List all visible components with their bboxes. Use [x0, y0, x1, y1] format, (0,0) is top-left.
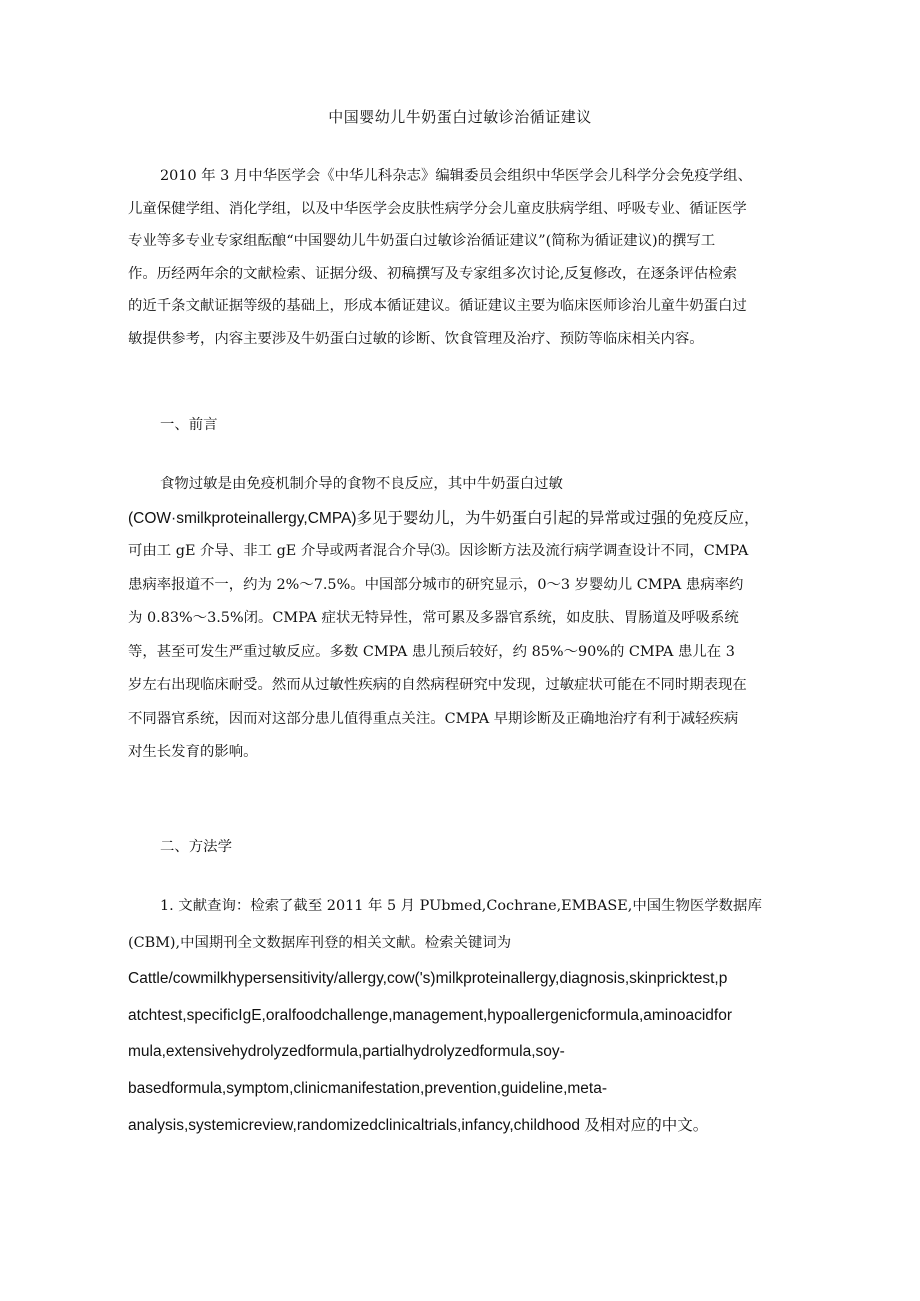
intro-line: 敏提供参考，内容主要涉及牛奶蛋白过敏的诊断、饮食管理及治疗、预防等临床相关内容。	[128, 330, 704, 347]
preface-line: 不同器官系统，因而对这部分患儿值得重点关注。CMPA 早期诊断及正确地治疗有利于减轻疾病	[128, 710, 739, 727]
document-title: 中国婴幼儿牛奶蛋白过敏诊治循证建议	[328, 108, 592, 126]
preface-line: 可由工 gE 介导、非工 gE 介导或两者混合介导⑶。因诊断方法及流行病学调查设计不同，CMPA	[128, 543, 749, 559]
intro-line: 作。历经两年余的文献检索、证据分级、初稿撰写及专家组多次讨论,反复修改，在逐条评估检索	[128, 265, 737, 282]
preface-paragraph	[128, 468, 794, 770]
preface-line: 等，甚至可发生严重过敏反应。多数 CMPA 患儿预后较好，约 85%～90%的 CMPA 患儿在 3	[128, 643, 735, 660]
preface-line: 食物过敏是由免疫机制介导的食物不良反应，其中牛奶蛋白过敏	[160, 476, 563, 492]
intro-line: 儿童保健学组、消化学组，以及中华医学会皮肤性病学分会儿童皮肤病学组、呼吸专业、循证医学	[128, 200, 747, 217]
methodology-line: mula,extensivehydrolyzedformula,partialhydrolyzedformula,soy-	[128, 1043, 565, 1061]
preface-line: 患病率报道不一，约为 2%～7.5%。中国部分城市的研究显示，0～3 岁婴幼儿 CMPA 患病率约	[128, 576, 744, 593]
preface-line: 岁左右出现临床耐受。然而从过敏性疾病的自然病程研究中发现，过敏症状可能在不同时期表现在	[128, 677, 747, 693]
intro-paragraph	[128, 160, 794, 356]
preface-line: 对生长发育的影响。	[128, 744, 258, 760]
methodology-paragraph	[128, 888, 794, 1144]
methodology-line: Cattle/cowmilkhypersensitivity/allergy,cow('s)milkproteinallergy,diagnosis,skinpricktest,p	[128, 970, 728, 988]
methodology-line: atchtest,specificIgE,oralfoodchallenge,management,hypoallergenicformula,aminoacidfor	[128, 1006, 732, 1024]
preface-line: 为 0.83%～3.5%闭。CMPA 症状无特异性，常可累及多器官系统，如皮肤、胃肠道及呼吸系统	[128, 610, 739, 626]
intro-line: 2010 年 3 月中华医学会《中华儿科杂志》编辑委员会组织中华医学会儿科学分会免疫学组、	[160, 168, 752, 184]
intro-line: 的近千条文献证据等级的基础上，形成本循证建议。循证建议主要为临床医师诊治儿童牛奶蛋白过	[128, 298, 747, 315]
preface-line: (COW·smilkproteinallergy,CMPA)多见于婴幼儿，为牛奶蛋白引起的异常或过强的免疫反应，	[128, 509, 760, 527]
methodology-line: analysis,systemicreview,randomizedclinicaltrials,infancy,childhood 及相对应的中文。	[128, 1116, 709, 1134]
intro-line: 专业等多专业专家组酝酿“中国婴幼儿牛奶蛋白过敏诊治循证建议”(简称为循证建议)的撰写工	[128, 233, 716, 250]
section-heading-preface: 一、前言	[160, 417, 218, 433]
methodology-line: (CBM),中国期刊全文数据库刊登的相关文献。检索关键词为	[128, 934, 512, 951]
methodology-line: basedformula,symptom,clinicmanifestation,prevention,guideline,meta-	[128, 1079, 608, 1097]
section-heading-methodology: 二、方法学	[160, 839, 232, 855]
methodology-line: 1. 文献查询：检索了截至 2011 年 5 月 PUbmed,Cochrane,EMBASE,中国生物医学数据库	[160, 898, 762, 914]
